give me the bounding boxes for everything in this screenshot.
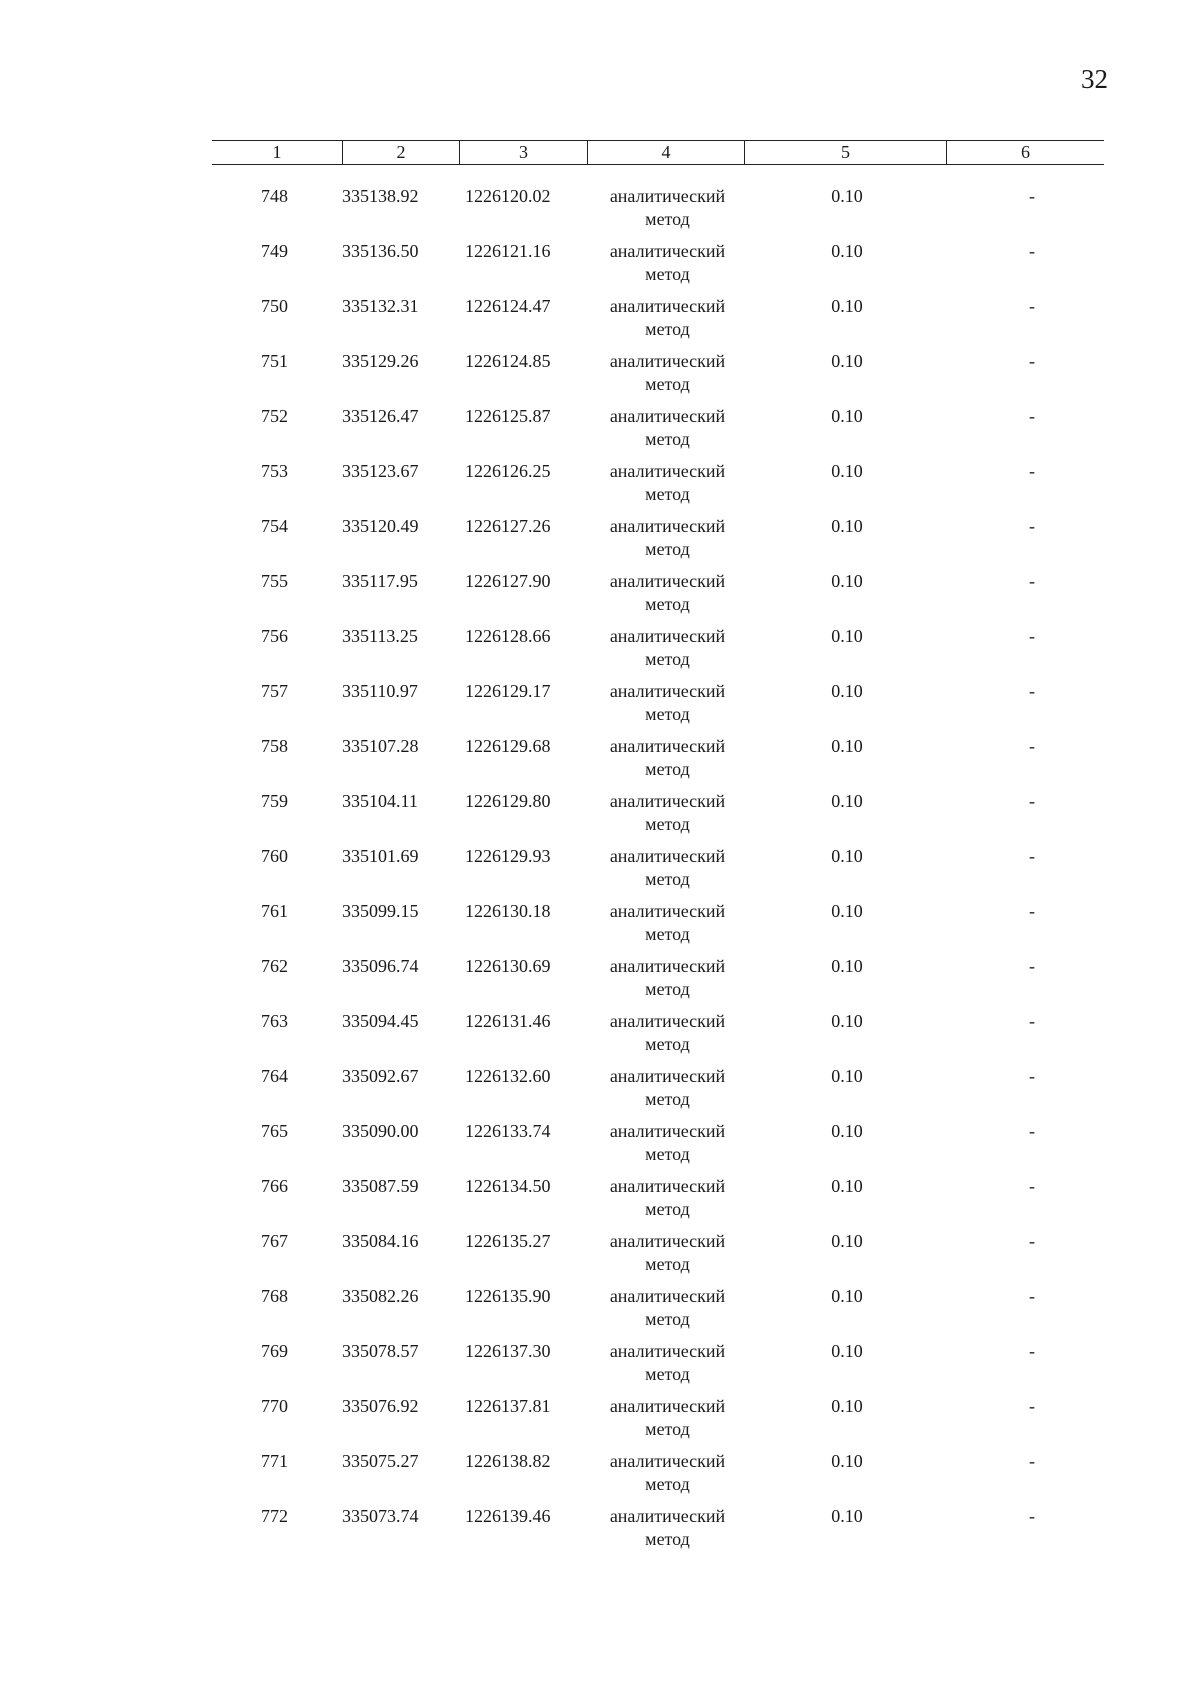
- y-coordinate-cell: 1226137.81: [465, 1396, 551, 1416]
- accuracy-cell: 0.10: [831, 351, 863, 371]
- method-line-2: метод: [645, 704, 690, 724]
- method-cell: [587, 625, 744, 680]
- note-cell: -: [1029, 1121, 1035, 1141]
- point-number-cell: 767: [261, 1231, 288, 1251]
- method-line-1: аналитический: [609, 1066, 726, 1086]
- note-cell: -: [1029, 736, 1035, 756]
- method-line-1: аналитический: [609, 736, 726, 756]
- method-cell: [587, 1010, 744, 1065]
- accuracy-cell: 0.10: [831, 1286, 863, 1306]
- point-number-cell: 750: [261, 296, 288, 316]
- accuracy-cell: 0.10: [831, 791, 863, 811]
- y-coordinate-cell: 1226124.47: [465, 296, 551, 316]
- note-cell: -: [1029, 571, 1035, 591]
- method-line-2: метод: [645, 1364, 690, 1384]
- method-line-1: аналитический: [609, 1176, 726, 1196]
- accuracy-cell: 0.10: [831, 1506, 863, 1526]
- method-line-1: аналитический: [609, 296, 726, 316]
- note-cell: -: [1029, 351, 1035, 371]
- x-coordinate-cell: 335078.57: [342, 1341, 419, 1361]
- method-cell: [587, 350, 744, 405]
- table-row: [212, 1010, 1104, 1065]
- x-coordinate-cell: 335136.50: [342, 241, 419, 261]
- y-coordinate-cell: 1226128.66: [465, 626, 551, 646]
- table-row: [212, 1505, 1104, 1560]
- point-number-cell: 749: [261, 241, 288, 261]
- method-line-2: метод: [645, 264, 690, 284]
- note-cell: -: [1029, 1506, 1035, 1526]
- table-row: [212, 185, 1104, 240]
- method-cell: [587, 735, 744, 790]
- point-number-cell: 769: [261, 1341, 288, 1361]
- y-coordinate-cell: 1226138.82: [465, 1451, 551, 1471]
- accuracy-cell: 0.10: [831, 901, 863, 921]
- accuracy-cell: 0.10: [831, 406, 863, 426]
- note-cell: -: [1029, 1011, 1035, 1031]
- accuracy-cell: 0.10: [831, 571, 863, 591]
- method-line-2: метод: [645, 594, 690, 614]
- method-line-2: метод: [645, 1199, 690, 1219]
- accuracy-cell: 0.10: [831, 296, 863, 316]
- x-coordinate-cell: 335123.67: [342, 461, 419, 481]
- page-number: 32: [1081, 64, 1108, 94]
- method-line-1: аналитический: [609, 1011, 726, 1031]
- method-line-1: аналитический: [609, 901, 726, 921]
- x-coordinate-cell: 335117.95: [342, 571, 418, 591]
- table-row: [212, 460, 1104, 515]
- table-row: [212, 570, 1104, 625]
- table-row: [212, 1450, 1104, 1505]
- accuracy-cell: 0.10: [831, 1176, 863, 1196]
- method-line-2: метод: [645, 869, 690, 889]
- note-cell: -: [1029, 681, 1035, 701]
- y-coordinate-cell: 1226130.69: [465, 956, 551, 976]
- note-cell: -: [1029, 461, 1035, 481]
- method-line-2: метод: [645, 924, 690, 944]
- x-coordinate-cell: 335104.11: [342, 791, 418, 811]
- method-line-1: аналитический: [609, 1121, 726, 1141]
- point-number-cell: 748: [261, 186, 288, 206]
- method-line-1: аналитический: [609, 1506, 726, 1526]
- method-line-2: метод: [645, 649, 690, 669]
- x-coordinate-cell: 335126.47: [342, 406, 419, 426]
- method-line-1: аналитический: [609, 956, 726, 976]
- method-line-1: аналитический: [609, 571, 726, 591]
- method-line-2: метод: [645, 374, 690, 394]
- accuracy-cell: 0.10: [831, 1341, 863, 1361]
- y-coordinate-cell: 1226124.85: [465, 351, 551, 371]
- method-line-2: метод: [645, 979, 690, 999]
- table-row: [212, 350, 1104, 405]
- method-line-2: метод: [645, 1254, 690, 1274]
- method-cell: [587, 460, 744, 515]
- method-line-2: метод: [645, 319, 690, 339]
- method-line-2: метод: [645, 759, 690, 779]
- method-line-1: аналитический: [609, 461, 726, 481]
- x-coordinate-cell: 335099.15: [342, 901, 419, 921]
- method-line-2: метод: [645, 209, 690, 229]
- y-coordinate-cell: 1226129.68: [465, 736, 551, 756]
- column-header-5: 5: [744, 141, 946, 164]
- accuracy-cell: 0.10: [831, 846, 863, 866]
- method-cell: [587, 1395, 744, 1450]
- column-header-3: 3: [459, 141, 587, 164]
- x-coordinate-cell: 335096.74: [342, 956, 419, 976]
- table-row: [212, 1065, 1104, 1120]
- method-cell: [587, 845, 744, 900]
- method-line-1: аналитический: [609, 1231, 726, 1251]
- table-row: [212, 1230, 1104, 1285]
- note-cell: -: [1029, 791, 1035, 811]
- note-cell: -: [1029, 186, 1035, 206]
- note-cell: -: [1029, 901, 1035, 921]
- point-number-cell: 763: [261, 1011, 288, 1031]
- accuracy-cell: 0.10: [831, 1011, 863, 1031]
- note-cell: -: [1029, 516, 1035, 536]
- point-number-cell: 756: [261, 626, 288, 646]
- method-line-2: метод: [645, 429, 690, 449]
- note-cell: -: [1029, 241, 1035, 261]
- column-header-4: 4: [587, 141, 744, 164]
- point-number-cell: 765: [261, 1121, 288, 1141]
- table-row: [212, 240, 1104, 295]
- method-line-1: аналитический: [609, 1451, 726, 1471]
- method-line-2: метод: [645, 539, 690, 559]
- table-body: [212, 165, 1104, 1560]
- x-coordinate-cell: 335101.69: [342, 846, 419, 866]
- method-cell: [587, 1450, 744, 1505]
- point-number-cell: 772: [261, 1506, 288, 1526]
- x-coordinate-cell: 335073.74: [342, 1506, 419, 1526]
- accuracy-cell: 0.10: [831, 1066, 863, 1086]
- accuracy-cell: 0.10: [831, 241, 863, 261]
- method-line-1: аналитический: [609, 186, 726, 206]
- y-coordinate-cell: 1226129.17: [465, 681, 551, 701]
- x-coordinate-cell: 335084.16: [342, 1231, 419, 1251]
- table-row: [212, 680, 1104, 735]
- y-coordinate-cell: 1226137.30: [465, 1341, 551, 1361]
- table-row: [212, 515, 1104, 570]
- accuracy-cell: 0.10: [831, 186, 863, 206]
- x-coordinate-cell: 335138.92: [342, 186, 419, 206]
- accuracy-cell: 0.10: [831, 1121, 863, 1141]
- method-line-2: метод: [645, 484, 690, 504]
- point-number-cell: 751: [261, 351, 288, 371]
- method-line-1: аналитический: [609, 241, 726, 261]
- method-cell: [587, 955, 744, 1010]
- note-cell: -: [1029, 296, 1035, 316]
- method-line-1: аналитический: [609, 681, 726, 701]
- y-coordinate-cell: 1226139.46: [465, 1506, 551, 1526]
- method-line-1: аналитический: [609, 846, 726, 866]
- table-row: [212, 955, 1104, 1010]
- method-cell: [587, 1505, 744, 1560]
- table-row: [212, 295, 1104, 350]
- column-header-2: 2: [342, 141, 459, 164]
- method-line-2: метод: [645, 1309, 690, 1329]
- method-cell: [587, 1175, 744, 1230]
- method-line-2: метод: [645, 1089, 690, 1109]
- method-line-2: метод: [645, 1034, 690, 1054]
- note-cell: -: [1029, 626, 1035, 646]
- accuracy-cell: 0.10: [831, 1451, 863, 1471]
- x-coordinate-cell: 335132.31: [342, 296, 419, 316]
- point-number-cell: 761: [261, 901, 288, 921]
- accuracy-cell: 0.10: [831, 626, 863, 646]
- y-coordinate-cell: 1226135.90: [465, 1286, 551, 1306]
- method-line-2: метод: [645, 814, 690, 834]
- method-cell: [587, 240, 744, 295]
- table-row: [212, 845, 1104, 900]
- point-number-cell: 754: [261, 516, 288, 536]
- accuracy-cell: 0.10: [831, 1396, 863, 1416]
- method-line-1: аналитический: [609, 351, 726, 371]
- note-cell: -: [1029, 1066, 1035, 1086]
- accuracy-cell: 0.10: [831, 1231, 863, 1251]
- method-cell: [587, 405, 744, 460]
- note-cell: -: [1029, 956, 1035, 976]
- x-coordinate-cell: 335107.28: [342, 736, 419, 756]
- accuracy-cell: 0.10: [831, 956, 863, 976]
- x-coordinate-cell: 335075.27: [342, 1451, 419, 1471]
- point-number-cell: 762: [261, 956, 288, 976]
- x-coordinate-cell: 335110.97: [342, 681, 418, 701]
- y-coordinate-cell: 1226135.27: [465, 1231, 551, 1251]
- method-line-1: аналитический: [609, 1396, 726, 1416]
- method-cell: [587, 185, 744, 240]
- y-coordinate-cell: 1226134.50: [465, 1176, 551, 1196]
- point-number-cell: 755: [261, 571, 288, 591]
- accuracy-cell: 0.10: [831, 516, 863, 536]
- table-row: [212, 1285, 1104, 1340]
- method-cell: [587, 570, 744, 625]
- y-coordinate-cell: 1226130.18: [465, 901, 551, 921]
- note-cell: -: [1029, 846, 1035, 866]
- y-coordinate-cell: 1226127.90: [465, 571, 551, 591]
- method-cell: [587, 1285, 744, 1340]
- note-cell: -: [1029, 1176, 1035, 1196]
- point-number-cell: 753: [261, 461, 288, 481]
- x-coordinate-cell: 335129.26: [342, 351, 419, 371]
- y-coordinate-cell: 1226127.26: [465, 516, 551, 536]
- point-number-cell: 758: [261, 736, 288, 756]
- y-coordinate-cell: 1226129.93: [465, 846, 551, 866]
- note-cell: -: [1029, 1396, 1035, 1416]
- table-row: [212, 405, 1104, 460]
- method-line-2: метод: [645, 1144, 690, 1164]
- y-coordinate-cell: 1226120.02: [465, 186, 551, 206]
- point-number-cell: 760: [261, 846, 288, 866]
- column-header-1: 1: [272, 142, 282, 162]
- point-number-cell: 768: [261, 1286, 288, 1306]
- table-row: [212, 1340, 1104, 1395]
- x-coordinate-cell: 335094.45: [342, 1011, 419, 1031]
- y-coordinate-cell: 1226125.87: [465, 406, 551, 426]
- point-number-cell: 770: [261, 1396, 288, 1416]
- method-line-1: аналитический: [609, 791, 726, 811]
- note-cell: -: [1029, 406, 1035, 426]
- column-header-6: 6: [946, 141, 1104, 164]
- y-coordinate-cell: 1226126.25: [465, 461, 551, 481]
- method-line-1: аналитический: [609, 516, 726, 536]
- y-coordinate-cell: 1226121.16: [465, 241, 551, 261]
- method-cell: [587, 1340, 744, 1395]
- accuracy-cell: 0.10: [831, 736, 863, 756]
- x-coordinate-cell: 335076.92: [342, 1396, 419, 1416]
- coordinates-table: [212, 140, 1104, 1560]
- method-line-2: метод: [645, 1419, 690, 1439]
- method-line-1: аналитический: [609, 626, 726, 646]
- method-cell: [587, 1120, 744, 1175]
- table-row: [212, 1395, 1104, 1450]
- note-cell: -: [1029, 1231, 1035, 1251]
- method-cell: [587, 295, 744, 350]
- table-row: [212, 1175, 1104, 1230]
- table-row: [212, 625, 1104, 680]
- x-coordinate-cell: 335082.26: [342, 1286, 419, 1306]
- point-number-cell: 764: [261, 1066, 288, 1086]
- point-number-cell: 771: [261, 1451, 288, 1471]
- method-line-1: аналитический: [609, 406, 726, 426]
- method-cell: [587, 1230, 744, 1285]
- method-cell: [587, 790, 744, 845]
- x-coordinate-cell: 335113.25: [342, 626, 418, 646]
- table-header-row: [212, 140, 1104, 165]
- y-coordinate-cell: 1226129.80: [465, 791, 551, 811]
- x-coordinate-cell: 335090.00: [342, 1121, 419, 1141]
- note-cell: -: [1029, 1451, 1035, 1471]
- method-cell: [587, 1065, 744, 1120]
- point-number-cell: 759: [261, 791, 288, 811]
- note-cell: -: [1029, 1286, 1035, 1306]
- method-cell: [587, 515, 744, 570]
- y-coordinate-cell: 1226133.74: [465, 1121, 551, 1141]
- table-row: [212, 1120, 1104, 1175]
- y-coordinate-cell: 1226132.60: [465, 1066, 551, 1086]
- method-cell: [587, 900, 744, 955]
- point-number-cell: 766: [261, 1176, 288, 1196]
- method-line-1: аналитический: [609, 1286, 726, 1306]
- table-row: [212, 790, 1104, 845]
- accuracy-cell: 0.10: [831, 681, 863, 701]
- table-row: [212, 900, 1104, 955]
- accuracy-cell: 0.10: [831, 461, 863, 481]
- x-coordinate-cell: 335087.59: [342, 1176, 419, 1196]
- note-cell: -: [1029, 1341, 1035, 1361]
- y-coordinate-cell: 1226131.46: [465, 1011, 551, 1031]
- x-coordinate-cell: 335120.49: [342, 516, 419, 536]
- method-line-2: метод: [645, 1529, 690, 1549]
- x-coordinate-cell: 335092.67: [342, 1066, 419, 1086]
- method-line-2: метод: [645, 1474, 690, 1494]
- method-line-1: аналитический: [609, 1341, 726, 1361]
- point-number-cell: 757: [261, 681, 288, 701]
- method-cell: [587, 680, 744, 735]
- point-number-cell: 752: [261, 406, 288, 426]
- table-row: [212, 735, 1104, 790]
